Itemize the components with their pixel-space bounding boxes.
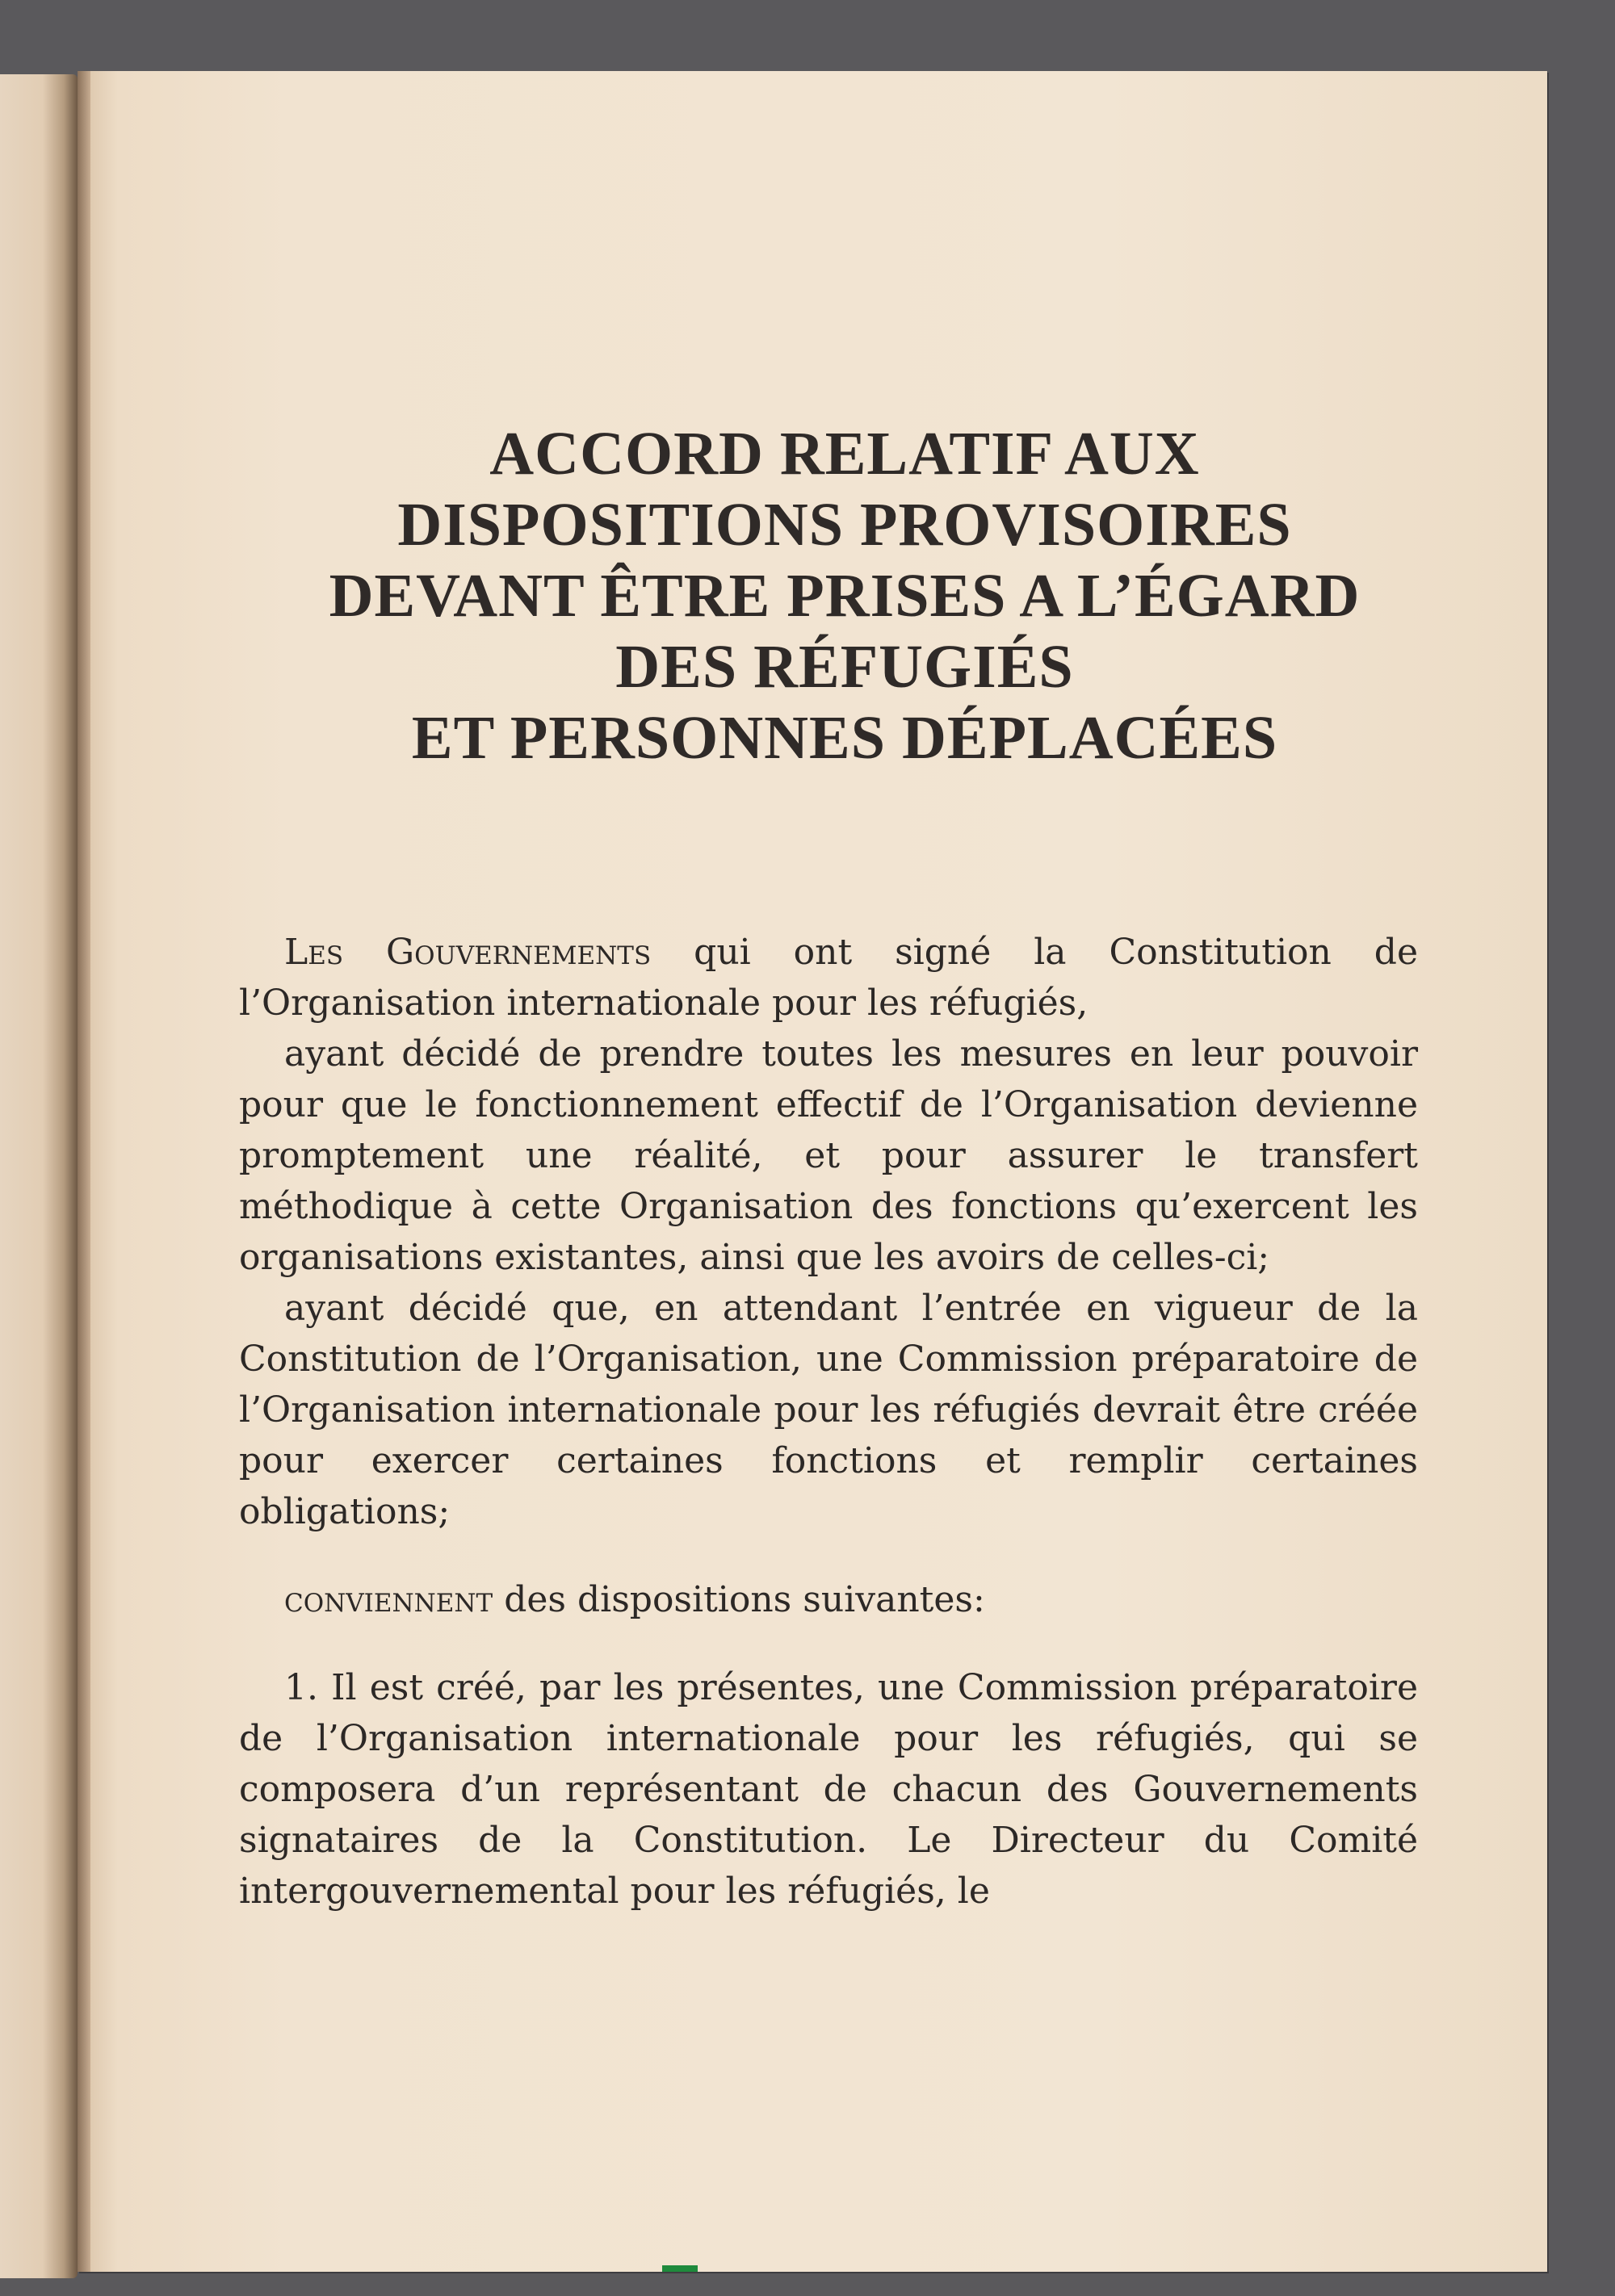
title-line: DISPOSITIONS PROVISOIRES — [397, 491, 1292, 559]
preamble-lead: Les Gouvernements — [284, 932, 652, 973]
spacer — [239, 1625, 1418, 1662]
preamble-text: qui ont signé la Constitution de l’Organisation internationale pour les réfugiés, — [239, 932, 1418, 1024]
preamble-paragraph — [239, 927, 1418, 1029]
article-1: 1. Il est créé, par les présentes, une Commission préparatoire de l’Organisation internationale pour les réfugiés, qui se composera d’un représentant de chacun des Gouvernements signataires de la Constitution. Le Directeur du Comité intergouvernemental pour les réfugiés, le — [239, 1667, 1418, 1912]
previous-page-edge — [0, 74, 78, 2278]
agreement-lead: conviennent — [284, 1579, 493, 1620]
document-title — [191, 418, 1499, 773]
title-line: DEVANT ÊTRE PRISES A L’ÉGARD — [329, 562, 1361, 630]
page-gutter — [78, 71, 90, 2272]
document-page — [78, 71, 1547, 2272]
preamble-paragraph: ayant décidé que, en attendant l’entrée en vigueur de la Constitution de l’Organisation, une Commission préparatoire de l’Organisation internationale pour les réfugiés devrait être créée pour exercer certaines fonctions et remplir certaines obligations; — [239, 1288, 1418, 1532]
color-mark — [662, 2265, 698, 2272]
agreement-text: des dispositions suivantes: — [493, 1579, 985, 1620]
preamble-paragraph: ayant décidé de prendre toutes les mesures en leur pouvoir pour que le fonctionnement effectif de l’Organisation devienne promptement une réalité, et pour assurer le transfert méthodique à cette Organisation des fonctions qu’exercent les organisations existantes, ainsi que les avoirs de celles-ci; — [239, 1033, 1418, 1278]
document-body — [239, 927, 1418, 1917]
spacer — [239, 1537, 1418, 1574]
title-line: DES RÉFUGIÉS — [615, 633, 1074, 701]
title-line: ACCORD RELATIF AUX — [489, 420, 1200, 488]
agreement-clause — [239, 1574, 1418, 1625]
title-line: ET PERSONNES DÉPLACÉES — [411, 704, 1278, 772]
